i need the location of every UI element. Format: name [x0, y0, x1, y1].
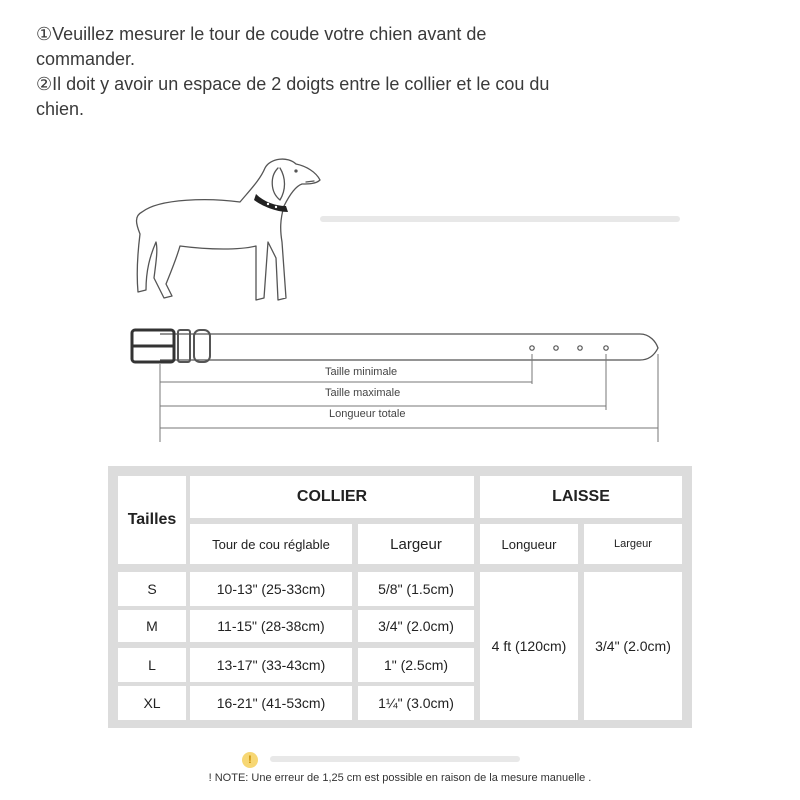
dog-collar	[254, 194, 288, 212]
instruction-1: ①Veuillez mesurer le tour de coude votre chien avant de commander.	[36, 24, 487, 69]
width-cell: 3/4" (2.0cm)	[358, 610, 474, 642]
sizes-header: Tailles	[118, 476, 186, 564]
leash-header: LAISSE	[480, 476, 682, 518]
warning-icon: !	[242, 752, 258, 768]
collar-strap	[160, 334, 658, 360]
max-size-label: Taille maximale	[322, 387, 403, 399]
size-cell: L	[118, 648, 186, 682]
neck-cell: 10-13" (25-33cm)	[190, 572, 352, 606]
width-cell: 1¼" (3.0cm)	[358, 686, 474, 720]
total-length-label: Longueur totale	[326, 408, 408, 420]
leash-width-cell: 3/4" (2.0cm)	[584, 572, 682, 720]
collar-diagram	[120, 320, 680, 450]
dog-illustration	[120, 150, 340, 320]
neck-cell: 13-17" (33-43cm)	[190, 648, 352, 682]
width-cell: 5/8" (1.5cm)	[358, 572, 474, 606]
note-text: ! NOTE: Une erreur de 1,25 cm est possible en raison de la mesure manuelle .	[208, 772, 592, 784]
instruction-2: ②Il doit y avoir un espace de 2 doigts entre le collier et le cou du chien.	[36, 74, 550, 119]
size-cell: XL	[118, 686, 186, 720]
neck-cell: 11-15" (28-38cm)	[190, 610, 352, 642]
collar-width-header: Largeur	[358, 524, 474, 564]
neck-size-header: Tour de cou réglable	[190, 524, 352, 564]
min-size-label: Taille minimale	[322, 366, 400, 378]
size-table	[108, 466, 692, 728]
collar-header: COLLIER	[190, 476, 474, 518]
size-cell: S	[118, 572, 186, 606]
neck-cell: 16-21" (41-53cm)	[190, 686, 352, 720]
width-cell: 1" (2.5cm)	[358, 648, 474, 682]
watermark	[270, 756, 520, 762]
leash-length-cell: 4 ft (120cm)	[480, 572, 578, 720]
instructions	[36, 22, 556, 122]
leash-length-header: Longueur	[480, 524, 578, 564]
watermark	[320, 216, 680, 222]
leash-width-header: Largeur	[584, 524, 682, 564]
size-cell: M	[118, 610, 186, 642]
